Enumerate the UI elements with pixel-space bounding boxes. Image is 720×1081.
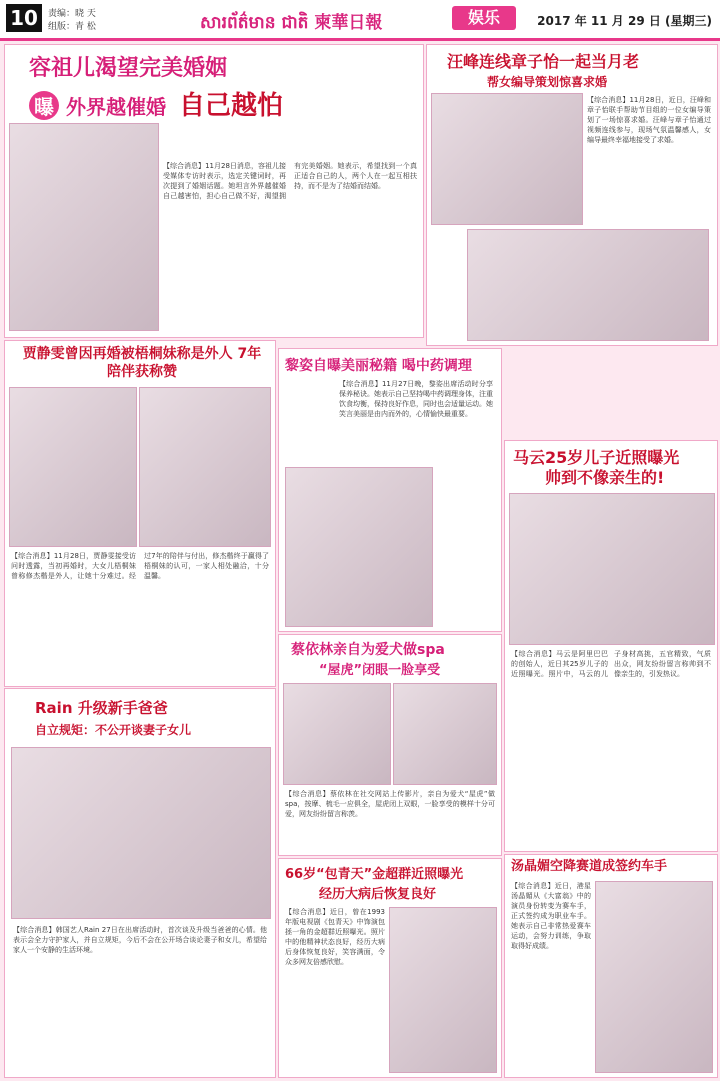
cai-article: [278, 634, 502, 856]
lead-headline-2: [29, 85, 283, 122]
cai-headline-2: “屋虎”闭眼一脸享受: [319, 663, 441, 678]
photo-proposal: [467, 229, 709, 341]
photo-jin: [389, 907, 497, 1073]
lead-headline-1: 容祖儿渴望完美婚姻: [29, 56, 228, 81]
masthead: សារព័ត៌មាន ជាតិ 柬華日報: [200, 13, 383, 33]
jia-body: 【综合消息】11月28日，贾静雯接受访问时透露，当初再婚时，大女儿梧桐妹曾称修杰楷是外人，让她十分难过。经过7年的陪伴与付出，修杰楷终于赢得了梧桐妹的认可，一家人相处融洽，十分温馨。: [11, 552, 269, 580]
lead-headline-2b: 外界越催婚: [65, 95, 166, 119]
cai-body: 【综合消息】蔡依林在社交网站上传影片，亲自为爱犬“屋虎”做spa，按摩、梳毛一应俱全，屋虎闭上双眼，一脸享受的模样十分可爱，网友纷纷留言称羡。: [285, 790, 495, 818]
section-badge: 娱乐: [452, 6, 516, 30]
lead-body: 【综合消息】11月28日消息，容祖儿接受媒体专访时表示，选定关键词时，再次提到了婚姻话题。她坦言外界越催婚自己越害怕，担心自己做不好，渴望拥有完美婚姻。她表示，希望找到一个真正适合自己的人，两个人在一起互相扶持，而不是为了结婚而结婚。: [163, 162, 417, 200]
ma-headline-1: 马云25岁儿子近照曝光: [513, 448, 680, 467]
li-headline: 黎姿自曝美丽秘籍 喝中药调理: [285, 358, 472, 374]
rain-article: [4, 688, 276, 1078]
rain-subhead: 自立规矩：不公开谈妻子女儿: [35, 723, 192, 737]
photo-jia-2: [139, 387, 271, 547]
wang-article: [426, 44, 718, 346]
jia-headline: 贾静雯曾因再婚被梧桐妹称是外人 7年陪伴获称赞: [22, 346, 262, 380]
wang-subhead: 帮女编导策划惊喜求婚: [487, 75, 608, 89]
jin-headline-2: 经历大病后恢复良好: [319, 887, 437, 902]
wang-headline: 汪峰连线章子怡一起当月老: [447, 52, 640, 71]
tang-body: 【综合消息】近日，港星汤晶媚从《大富翁》中的演员身份转变为赛车手，正式签约成为职业车手。她表示自己非常热爱赛车运动，会努力训练，争取取得好成绩。: [511, 882, 591, 950]
jin-article: [278, 858, 502, 1078]
jia-article: [4, 340, 276, 687]
cai-headline-1: 蔡依林亲自为爱犬做spa: [291, 642, 445, 658]
tang-article: [504, 854, 718, 1078]
li-article: [278, 348, 502, 632]
jin-body: 【综合消息】近日，曾在1993年版电视剧《包青天》中饰演包拯一角的金超群近照曝光。照片中的他精神状态良好，经历大病后身体恢复良好，笑容满面，令众多网友倍感欣慰。: [285, 908, 385, 966]
photo-li: [285, 467, 433, 627]
ma-headline-2: 帅到不像亲生的!: [545, 468, 665, 487]
photo-ma: [509, 493, 715, 645]
photo-rong: [9, 123, 159, 331]
tang-headline: 汤晶媚空降赛道成签约车手: [511, 859, 668, 874]
wang-body: 【综合消息】11月28日，近日，汪峰和章子怡联手帮助节目组的一位女编导策划了一场惊喜求婚。汪峰与章子怡通过视频连线参与，现场气氛温馨感人，女编导最终幸福地接受了求婚。: [587, 96, 711, 144]
jin-headline-1: 66岁“包青天”金超群近照曝光: [285, 867, 464, 882]
rain-headline: Rain 升级新手爸爸: [35, 699, 168, 717]
photo-jia-1: [9, 387, 137, 547]
photo-cai: [393, 683, 497, 785]
issue-date: 2017 年 11 月 29 日 (星期三): [537, 14, 712, 28]
lead-bubble: 曝: [29, 91, 59, 120]
photo-tang: [595, 881, 713, 1073]
ma-article: [504, 440, 718, 852]
page-header: [0, 0, 720, 41]
art-credit: 组版：青 松: [48, 22, 96, 32]
photo-rain: [11, 747, 271, 919]
rain-body: 【综合消息】韩国艺人Rain 27日在出席活动时，首次谈及升级当爸爸的心情。他表示会全力守护家人，并自立规矩，今后不会在公开场合谈论妻子和女儿，希望给家人一个安静的生活环境。: [13, 926, 267, 954]
photo-wang: [431, 93, 583, 225]
editor-credit: 责编：晓 天: [48, 9, 96, 19]
li-body: 【综合消息】11月27日晚，黎姿出席活动时分享保养秘诀。她表示自己坚持喝中药调理身体，注重饮食均衡，保持良好作息，同时也会适量运动。她笑言美丽是由内而外的，心情愉快最重要。: [339, 380, 493, 418]
photo-cai-dog: [283, 683, 391, 785]
lead-headline-2c: 自己越怕: [178, 91, 283, 121]
page-number: 10: [6, 4, 42, 32]
ma-body: 【综合消息】马云是阿里巴巴的创始人，近日其25岁儿子的近照曝光。照片中，马云的儿子身材高挑，五官精致，气质出众，网友纷纷留言称帅到不像亲生的，引发热议。: [511, 650, 711, 678]
lead-article: [4, 44, 424, 338]
